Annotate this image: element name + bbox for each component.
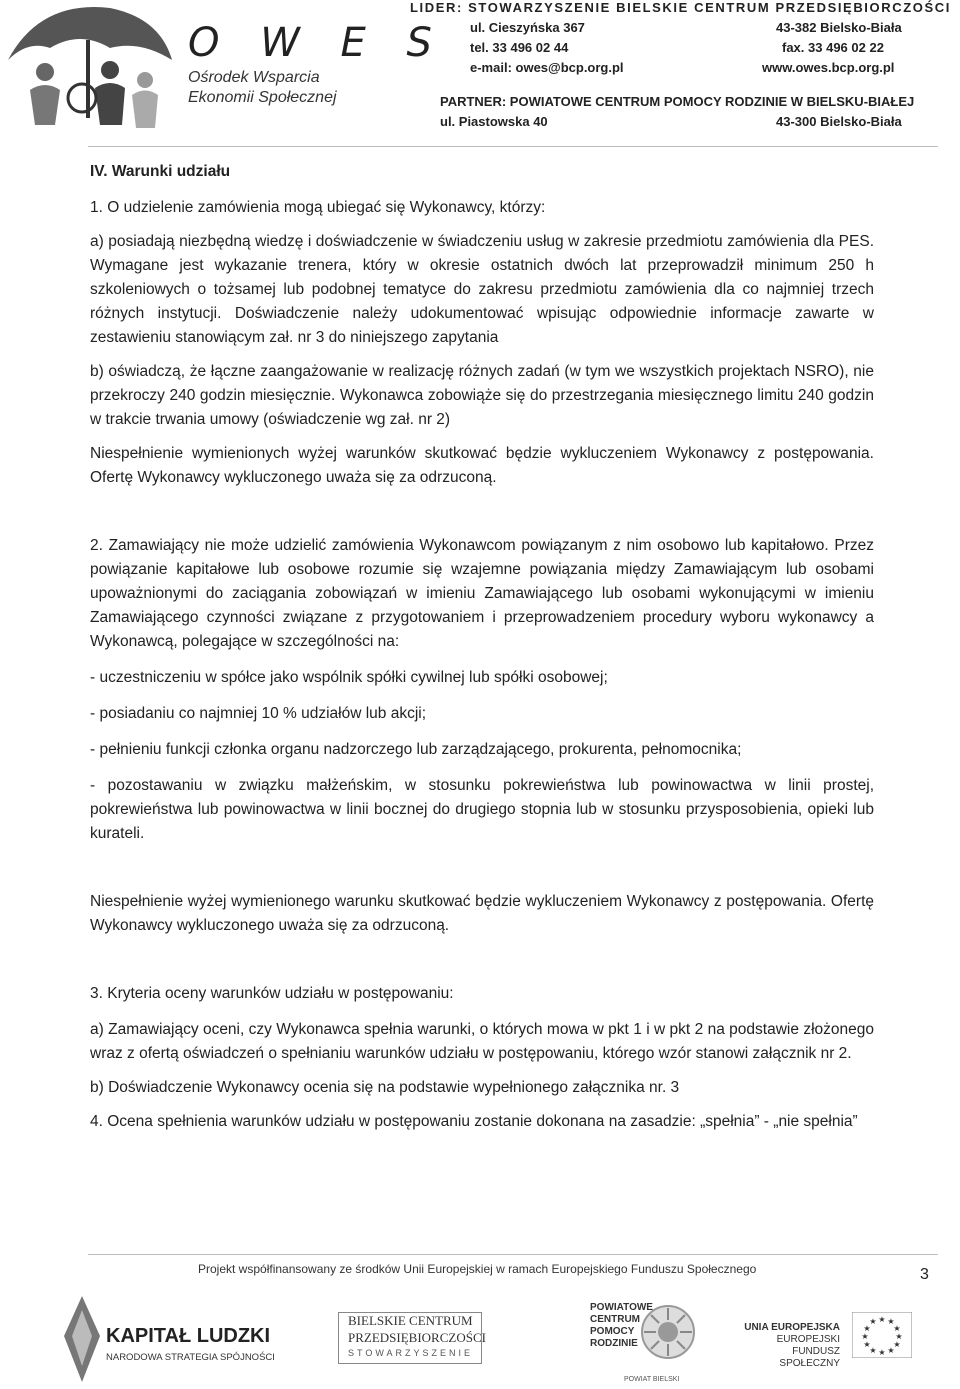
svg-text:★: ★ (895, 1332, 903, 1341)
partner-address: ul. Piastowska 40 (440, 114, 548, 129)
svg-text:★: ★ (893, 1324, 901, 1333)
lider-line: LIDER: STOWARZYSZENIE BIELSKIE CENTRUM PRZEDSIĘBIORCZOŚCI (410, 0, 951, 15)
list-item: - pozostawaniu w związku małżeńskim, w stosunku pokrewieństwa lub powinowactwa w linii prostej, pokrewieństwa lub powinowactwa w linii bocznej do drugiego stopnia lub w stosunku przysposobienia, opieki lub kurateli. (90, 777, 874, 842)
bcp-logo-line-1: BIELSKIE CENTRUM (348, 1313, 473, 1328)
paragraph-2: 2. Zamawiający nie może udzielić zamówienia Wykonawcom powiązanym z nim osobowo lub kapitałowo. Przez powiązanie kapitałowe lub osobowe rozumie się wzajemne powiązania między Zamawiającym lub osobami upoważnionymi do zaciągania zobowiązań w imieniu Zamawiającego lub osobami wykonującymi w imieniu Zamawiającego czynności związane z przygotowaniem i przeprowadzeniem procedury wyboru wykonawcy a Wykonawcą, polegające w szczególności na: (90, 537, 874, 650)
owes-logo-subtitle: Ośrodek Wsparcia Ekonomii Społecznej (188, 69, 337, 106)
lider-postal: 43-382 Bielsko-Biała (776, 20, 902, 35)
letterhead (0, 0, 960, 140)
svg-text:★: ★ (863, 1324, 871, 1333)
lider-email: e-mail: owes@bcp.org.pl (470, 60, 624, 75)
funding-note: Projekt współfinansowany ze środków Unii Europejskiej w ramach Europejskiego Funduszu Społecznego (198, 1262, 757, 1276)
paragraph-1: 1. O udzielenie zamówienia mogą ubiegać się Wykonawcy, którzy: (90, 199, 546, 216)
svg-text:★: ★ (861, 1332, 869, 1341)
lider-website: www.owes.bcp.org.pl (762, 60, 895, 75)
bcp-logo-line-2: PRZEDSIĘBIORCZOŚCI (348, 1330, 486, 1345)
paragraph-4: 4. Ocena spełnienia warunków udziału w postępowaniu zostanie dokonana na zasadzie: „spełnia” - „nie spełnia” (90, 1113, 858, 1130)
kapital-ludzki-subtitle: NARODOWA STRATEGIA SPÓJNOŚCI (106, 1352, 275, 1363)
paragraph-condition-a: a) posiadają niezbędną wiedzę i doświadczenie w świadczeniu usług w zakresie przedmiotu zamówienia dla PES. Wymagane jest wykazanie trenera, który w okresie ostatnich dwóch lat przeprowadził minimum 250 h szkoleniowych o tożsamej lub podobnej tematyce do zakresu przedmiotu zamówienia dla co najmniej trzech różnych instytucji. Doświadczenie należy udokumentować wpisując odpowiednie informacje zawarte w zestawieniu stanowiącym zał. nr 3 do niniejszego zapytania (90, 233, 874, 346)
page-number: 3 (920, 1266, 929, 1283)
list-item: - uczestniczeniu w spółce jako wspólnik spółki cywilnej lub spółki osobowej; (90, 669, 608, 686)
list-item: - pełnieniu funkcji członka organu nadzorczego lub zarządzającego, prokurenta, pełnomocnika; (90, 741, 742, 758)
kapital-ludzki-logo: KAPITAŁ LUDZKI (106, 1325, 271, 1347)
umbrella-people-logo-icon (0, 0, 175, 135)
paragraph-3b: b) Doświadczenie Wykonawcy ocenia się na podstawie wypełnionego załącznika nr. 3 (90, 1079, 680, 1096)
pcpr-logo-text: POWIATOWE CENTRUM POMOCY RODZINIE (590, 1302, 653, 1349)
partner-line: PARTNER: POWIATOWE CENTRUM POMOCY RODZINIE W BIELSKU-BIAŁEJ (440, 94, 915, 109)
partner-postal: 43-300 Bielsko-Biała (776, 114, 902, 129)
svg-text:★: ★ (887, 1317, 895, 1326)
svg-text:★: ★ (863, 1340, 871, 1349)
footer-divider (88, 1254, 938, 1255)
paragraph-3a: a) Zamawiający oceni, czy Wykonawca spełnia warunki, o których mowa w pkt 1 i w pkt 2 na podstawie złożonego wraz z ofertą oświadczeń o spełnianiu warunków udziału w postępowaniu, którego wzór stanowi załącznik nr 2. (90, 1021, 874, 1062)
svg-text:★: ★ (893, 1340, 901, 1349)
list-item: - posiadaniu co najmniej 10 % udziałów lub akcji; (90, 705, 427, 722)
lider-address: ul. Cieszyńska 367 (470, 20, 585, 35)
section-title: IV. Warunki udziału (90, 163, 231, 180)
svg-text:★: ★ (869, 1346, 877, 1355)
paragraph-exclusion-1: Niespełnienie wymienionych wyżej warunków skutkować będzie wykluczeniem Wykonawcy z postępowania. Ofertę Wykonawcy wykluczonego uważa się za odrzuconą. (90, 445, 874, 486)
header-divider (88, 146, 938, 147)
paragraph-condition-b: b) oświadczą, że łączne zaangażowanie w realizację różnych zadań (w tym we wszystkich projektach NSRO), nie przekroczy 240 godzin miesięcznie. Wykonawca zobowiąże się do przestrzegania miesięcznego limitu 240 godzin w trakcie trwania umowy (oświadczenie wg zał. nr 2) (90, 363, 874, 428)
eu-flag-icon (852, 1312, 912, 1358)
pcpr-logo-subtitle: POWIAT BIELSKI (624, 1376, 680, 1383)
lider-fax: fax. 33 496 02 22 (782, 40, 884, 55)
paragraph-exclusion-2: Niespełnienie wyżej wymienionego warunku skutkować będzie wykluczeniem Wykonawcy z postępowania. Ofertę Wykonawcy wykluczonego uważa się za odrzuconą. (90, 893, 874, 934)
svg-text:★: ★ (878, 1348, 886, 1357)
lider-phone: tel. 33 496 02 44 (470, 40, 569, 55)
paragraph-3: 3. Kryteria oceny warunków udziału w postępowaniu: (90, 985, 454, 1002)
svg-text:★: ★ (869, 1317, 877, 1326)
bcp-logo-line-3: STOWARZYSZENIE (348, 1348, 474, 1358)
svg-text:★: ★ (887, 1346, 895, 1355)
owes-logo-text: O W E S (188, 20, 446, 66)
eu-logo-text: UNIA EUROPEJSKA EUROPEJSKI FUNDUSZ SPOŁECZNY (744, 1322, 840, 1369)
document-body (90, 160, 874, 1134)
kapital-ludzki-star-icon (64, 1296, 100, 1382)
svg-text:★: ★ (878, 1315, 886, 1324)
